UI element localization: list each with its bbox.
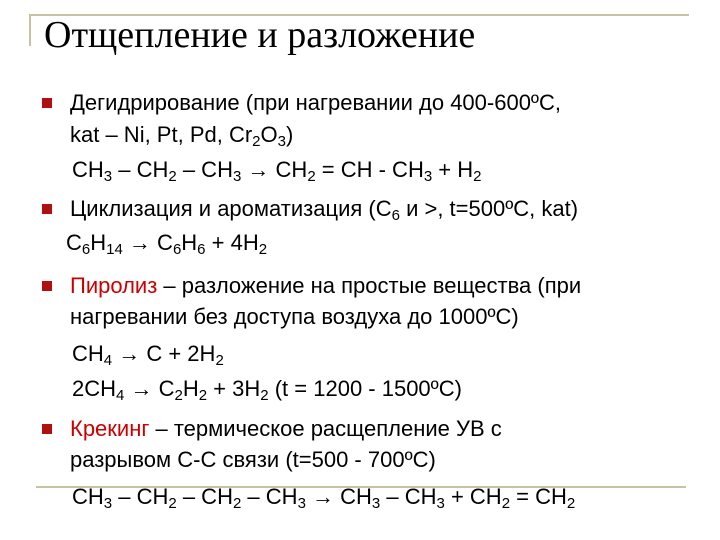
bullet-square-icon bbox=[42, 424, 52, 434]
equation-pyrolysis-1: $CH_4 \to C + 2H_2$ bbox=[72, 341, 224, 369]
bullet-square-icon bbox=[42, 281, 52, 291]
equation-dehydrogenation: $CH_3 - CH_2 - CH_3 \to CH_2$ = CH - $CH_3 + H_2$ bbox=[72, 157, 482, 185]
frame-vertical-line bbox=[29, 14, 31, 46]
cyclization-line: Циклизация и ароматизация ($С_6$ и >, t=500ºС, kat) bbox=[70, 196, 579, 224]
bullet-square-icon bbox=[42, 204, 52, 214]
dehydro-line-1: Дегидрирование (при нагревании до 400-600ºС, bbox=[70, 90, 561, 115]
term-cracking: Крекинг bbox=[70, 416, 150, 441]
pyrolysis-line-2: нагревании без доступа воздуха до 1000ºС) bbox=[70, 304, 519, 329]
term-pyrolysis: Пиролиз bbox=[70, 273, 158, 298]
pyrolysis-line-1: Пиролиз – разложение на простые вещества (при bbox=[70, 273, 582, 298]
dehydro-line-2: kat – Ni, Pt, Pd, $Cr_2O_3$) bbox=[70, 122, 294, 150]
equation-pyrolysis-2: $2CH_4 \to C_2H_2 + 3H_2$ (t = 1200 - 1500ºС) bbox=[72, 376, 462, 404]
slide-title: Отщепление и разложение bbox=[44, 14, 476, 56]
equation-cyclization: $C_6H_{14} \to C_6H_6 + 4H_2$ bbox=[66, 230, 268, 258]
cracking-line-2: разрывом С-С связи (t=500 - 700ºС) bbox=[70, 447, 436, 472]
cracking-line-1: Крекинг – термическое расщепление УВ с bbox=[70, 416, 502, 441]
bullet-square-icon bbox=[42, 98, 52, 108]
equation-cracking: $CH_3 - CH_2 - CH_2 - CH_3 \to CH_3 - CH_3 + CH_2 = CH_2$ bbox=[72, 484, 576, 512]
